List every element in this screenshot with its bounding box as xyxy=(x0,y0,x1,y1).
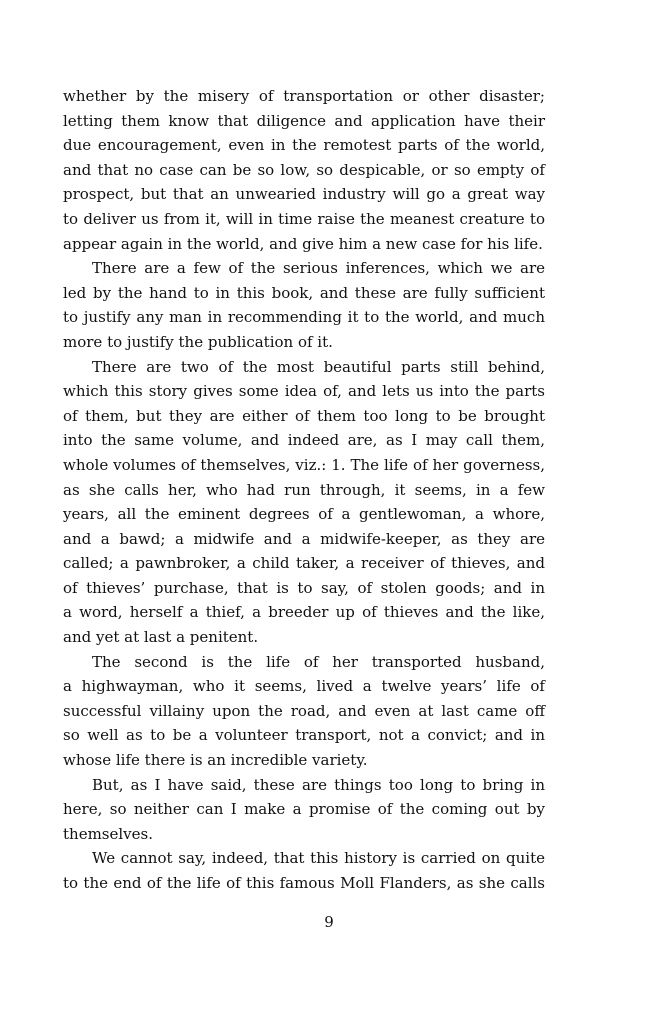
text-line: to deliver us from it, will in time raise the meanest creature to xyxy=(63,209,545,228)
text-line: so well as to be a volunteer transport, not a convict; and in xyxy=(63,726,545,745)
text-line: and a bawd; a midwife and a midwife-keeper, as they are xyxy=(63,529,545,548)
text-line: more to justify the publication of it. xyxy=(63,332,333,351)
text-line: a word, herself a thief, a breeder up of thieves and the like, xyxy=(63,603,545,622)
text-line: of them, but they are either of them too long to be brought xyxy=(63,406,545,425)
text-line: due encouragement, even in the remotest parts of the world, xyxy=(63,136,545,155)
text-line: into the same volume, and indeed are, as I may call them, xyxy=(63,431,545,450)
text-line: whole volumes of themselves, viz.: 1. The life of her governess, xyxy=(63,455,545,474)
paragraph xyxy=(63,256,545,354)
paragraph xyxy=(63,846,545,895)
text-line: to justify any man in recommending it to the world, and much xyxy=(63,308,545,327)
text-line: called; a pawnbroker, a child taker, a receiver of thieves, and xyxy=(63,554,545,573)
text-line: a highwayman, who it seems, lived a twelve years’ life of xyxy=(63,677,545,696)
text-line: as she calls her, who had run through, it seems, in a few xyxy=(63,480,545,499)
text-line: But, as I have said, these are things too long to bring in xyxy=(92,775,545,794)
paragraph xyxy=(63,773,545,847)
text-line: prospect, but that an unwearied industry will go a great way xyxy=(63,185,545,204)
text-line: The second is the life of her transported husband, xyxy=(92,652,545,671)
text-line: and yet at last a penitent. xyxy=(63,628,259,647)
paragraph xyxy=(63,84,545,256)
text-line: themselves. xyxy=(63,824,153,843)
text-line: of thieves’ purchase, that is to say, of stolen goods; and in xyxy=(63,578,545,597)
text-line: There are two of the most beautiful parts still behind, xyxy=(92,357,545,376)
text-line: to the end of the life of this famous Moll Flanders, as she calls xyxy=(63,874,545,892)
paragraph xyxy=(63,355,545,650)
text-line: led by the hand to in this book, and these are fully sufficient xyxy=(63,283,545,302)
text-line: years, all the eminent degrees of a gentlewoman, a whore, xyxy=(63,505,545,524)
text-line: which this story gives some idea of, and lets us into the parts xyxy=(63,382,545,401)
text-line: whose life there is an incredible variety. xyxy=(63,751,368,770)
text-line: successful villainy upon the road, and even at last came off xyxy=(63,701,545,720)
body-text xyxy=(63,84,545,896)
text-line: There are a few of the serious inferences, which we are xyxy=(92,259,545,278)
text-line: appear again in the world, and give him a new case for his life. xyxy=(63,234,543,253)
text-line: and that no case can be so low, so despicable, or so empty of xyxy=(63,160,545,179)
text-line: whether by the misery of transportation or other disaster; xyxy=(63,87,545,105)
text-line: letting them know that diligence and application have their xyxy=(63,111,545,130)
text-line: here, so neither can I make a promise of the coming out by xyxy=(63,800,545,819)
paragraph xyxy=(63,650,545,773)
text-line: We cannot say, indeed, that this history is carried on quite xyxy=(92,849,545,868)
page-number: 9 xyxy=(324,913,334,931)
